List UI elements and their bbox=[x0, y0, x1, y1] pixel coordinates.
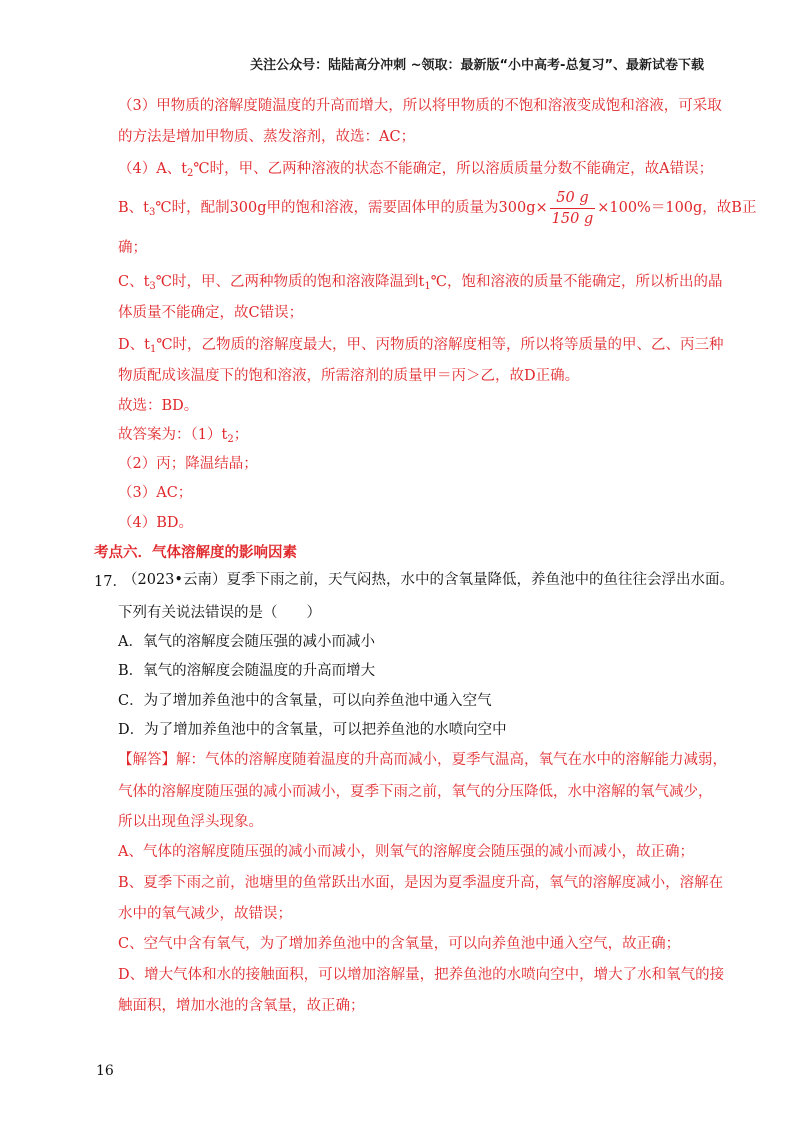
option-c: C．为了增加养鱼池中的含氧量，可以向养鱼池中通入空气 bbox=[118, 693, 492, 709]
prev-solution-line: 体质量不能确定，故C错误； bbox=[118, 305, 304, 321]
prev-solution-line: 确； bbox=[118, 240, 147, 256]
solution-line: C、空气中含有氧气，为了增加养鱼池中的含氧量，可以向养鱼池中通入空气，故正确； bbox=[118, 936, 681, 952]
solution-line: 所以出现鱼浮头现象。 bbox=[118, 814, 263, 830]
prev-solution-line: B、$t_3℃$时，配制300g甲的饱和溶液，需要固体甲的质量为300g× $\frac{50 g}{150 g}$ ×100%＝100g，故B正 bbox=[118, 189, 757, 227]
answer-line: （4）BD。 bbox=[118, 515, 194, 531]
option-d: D．为了增加养鱼池中的含氧量，可以把养鱼池的水喷向空中 bbox=[118, 722, 507, 738]
option-b: B．氧气的溶解度会随温度的升高而增大 bbox=[118, 663, 376, 679]
prev-solution-line: 故选：BD。 bbox=[118, 398, 199, 414]
fraction: $\frac{50 g}{150 g}$ bbox=[551, 189, 594, 227]
question-stem: 下列有关说法错误的是（ ） bbox=[118, 605, 321, 621]
page-number: 16 bbox=[96, 1063, 114, 1079]
answer-line: 故答案为：$(1)t_2$； bbox=[118, 427, 249, 445]
prev-solution-line: （4）A、$t_2℃$时，甲、乙两种溶液的状态不能确定，所以溶质质量分数不能确定，故A错误； bbox=[118, 161, 714, 179]
prev-solution-line: C、$t_3℃$时，甲、乙两种物质的饱和溶液降温到$t_1℃$，饱和溶液的质量不能确定，所以析出的晶 bbox=[118, 274, 723, 292]
solution-line: A、气体的溶解度随压强的减小而减小，则氧气的溶解度会随压强的减小而减小，故正确； bbox=[118, 844, 694, 860]
prev-solution-line: D、$t_1℃$时，乙物质的溶解度最大，甲、丙物质的溶解度相等，所以将等质量的甲、乙、丙三种 bbox=[118, 337, 724, 355]
solution-line: D、增大气体和水的接触面积，可以增加溶解量，把养鱼池的水喷向空中，增大了水和氧气的接 bbox=[118, 967, 725, 983]
solution-line: 气体的溶解度随压强的减小而减小，夏季下雨之前，氧气的分压降低，水中溶解的氧气减少， bbox=[118, 784, 713, 800]
solution-line: 水中的氧气减少，故错误； bbox=[118, 906, 292, 922]
prev-solution-line: （3）甲物质的溶解度随温度的升高而增大，所以将甲物质的不饱和溶液变成饱和溶液，可采取 bbox=[118, 98, 722, 114]
page-header: 关注公众号：陆陆高分冲刺 ~领取：最新版“小中高考-总复习”、最新试卷下载 bbox=[250, 58, 704, 73]
prev-solution-line: 物质配成该温度下的饱和溶液，所需溶剂的质量甲＝丙＞乙，故D正确。 bbox=[118, 368, 580, 384]
solution-line: 【解答】解：气体的溶解度随着温度的升高而减小，夏季气温高，氧气在水中的溶解能力减弱， bbox=[118, 752, 727, 768]
answer-line: （2）丙；降温结晶； bbox=[118, 456, 258, 472]
prev-solution-line: 的方法是增加甲物质、蒸发溶剂，故选：AC； bbox=[118, 129, 416, 145]
section-title: 考点六．气体溶解度的影响因素 bbox=[94, 544, 297, 561]
solution-line: 触面积，增加水池的含氧量，故正确； bbox=[118, 998, 365, 1014]
question-number: 17． bbox=[94, 574, 127, 590]
answer-line: （3）AC； bbox=[118, 485, 193, 501]
option-a: A．氧气的溶解度会随压强的减小而减小 bbox=[118, 634, 375, 650]
question-stem: （2023•云南）夏季下雨之前，天气闷热，水中的含氧量降低，养鱼池中的鱼往往会浮出水面。 bbox=[123, 572, 734, 588]
solution-line: B、夏季下雨之前，池塘里的鱼常跃出水面，是因为夏季温度升高，氧气的溶解度减小，溶解在 bbox=[118, 875, 724, 891]
